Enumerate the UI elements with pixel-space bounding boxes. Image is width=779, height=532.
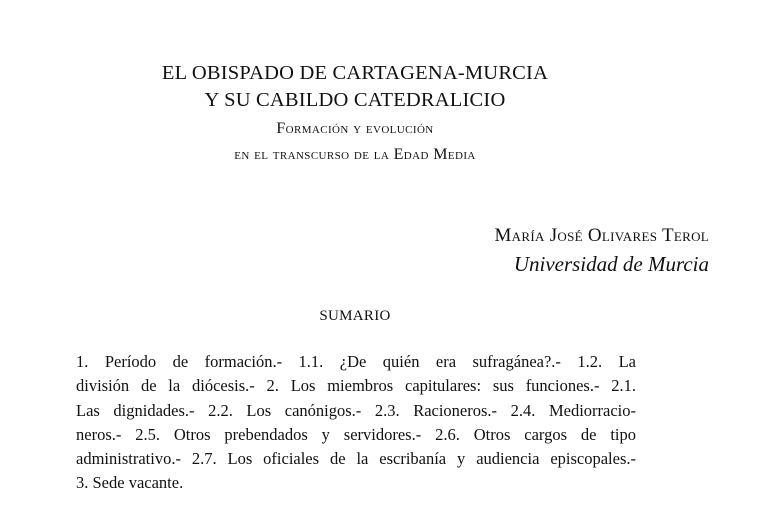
author-affiliation: Universidad de Murcia [513, 252, 709, 276]
author-name: María José Olivares Terol [494, 225, 709, 246]
title-line-2: Y SU CABILDO CATEDRALICIO [204, 89, 506, 111]
title-line-1: EL OBISPADO DE CARTAGENA-MURCIA [161, 62, 549, 84]
summary-line: 1. Período de formación.- 1.1. ¿De quién era sufragánea?.- 1.2. La [76, 352, 636, 371]
summary-heading: SUMARIO [319, 308, 391, 324]
title-block [60, 60, 650, 168]
summary-line: neros.- 2.5. Otros prebendados y servidores.- 2.6. Otros cargos de tipo [76, 424, 636, 444]
subtitle-line-2: en el transcurso de la Edad Media [234, 146, 476, 163]
summary-line: administrativo.- 2.7. Los oficiales de la escribanía y audiencia episcopales.- [76, 449, 636, 469]
summary-line: división de la diócesis.- 2. Los miembros capitulares: sus funciones.- 2.1. [76, 376, 636, 396]
summary-line: 3. Sede vacante. [76, 473, 184, 493]
author-block [494, 222, 709, 278]
subtitle-line-1: Formación y evolución [276, 120, 434, 137]
summary-line: Las dignidades.- 2.2. Los canónigos.- 2.3. Racioneros.- 2.4. Mediorracio- [76, 400, 636, 420]
summary-paragraph [76, 350, 636, 496]
